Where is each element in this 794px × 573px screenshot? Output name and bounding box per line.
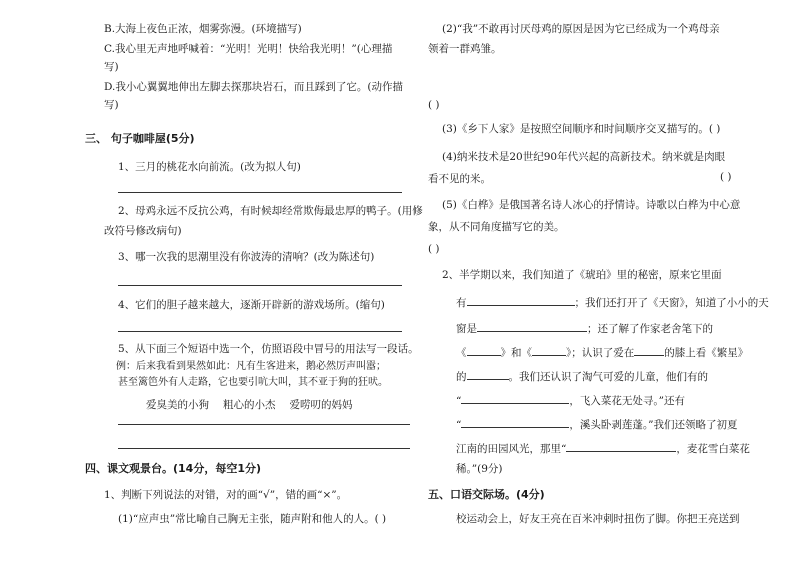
option-c-line1: C.我心里无声地呼喊着：“光明！光明！快给我光明！”(心理描 [104, 43, 393, 55]
fill-blank[interactable] [467, 368, 509, 380]
fill-blank[interactable] [467, 344, 501, 356]
judgement-5-line1: (5)《白桦》是俄国著名诗人冰心的抒情诗。诗歌以白桦为中心意 [442, 199, 741, 211]
answer-line[interactable] [118, 285, 402, 286]
s3-question-2-line1: 2、母鸡永远不反抗公鸡，有时候却经常欺侮最忠厚的鸭子。(用修 [118, 205, 423, 217]
section5-heading: 五、口语交际场。(4分) [428, 488, 545, 501]
s3-question-2-line2: 改符号修改病句) [104, 225, 182, 237]
judgement-4-paren[interactable]: ( ) [720, 171, 732, 183]
section3-heading: 三、 句子咖啡屋(5分) [85, 132, 195, 145]
judgement-5-line2: 象，从不同角度描写它的美。 [428, 221, 565, 233]
s4-question-2-line5: 的 。我们还认识了淘气可爱的儿童，他们有的 [456, 368, 708, 384]
s4-question-2-line2: 有 ；我们还打开了《天窗》，知道了小小的天 [456, 294, 769, 310]
option-d-line2: 写) [104, 99, 119, 111]
answer-line[interactable] [118, 192, 402, 193]
section4-heading: 四、课文观景台。(14分，每空1分) [85, 462, 262, 475]
fill-blank[interactable] [477, 320, 587, 332]
answer-line[interactable] [118, 331, 402, 332]
judgement-2-line2: 领着一群鸡雏。 [428, 43, 502, 55]
s4-question-2-line1: 2、半学期以来，我们知道了《琥珀》里的秘密，原来它里面 [442, 269, 722, 281]
s3-question-5-line1: 5、从下面三个短语中选一个，仿照语段中冒号的用法写一段话。 [118, 343, 419, 355]
right-column [420, 0, 794, 573]
option-c-line2: 写) [104, 61, 119, 73]
s3-question-1: 1、三月的桃花水向前流。(改为拟人句) [118, 161, 301, 173]
judgement-5-paren[interactable]: ( ) [428, 243, 440, 255]
s3-question-3: 3、哪一次我的思潮里没有你波涛的清响？(改为陈述句) [118, 251, 375, 263]
s4-question-2-line4: 《 》和《 》；认识了爱在 的膝上看《繁星》 [456, 344, 748, 360]
phrase-option: 粗心的小杰 [223, 399, 276, 411]
judgement-4-line1: (4)纳米技术是20世纪90年代兴起的高新技术。纳米就是肉眼 [442, 151, 726, 163]
phrase-option: 爱唠叨的妈妈 [289, 399, 353, 411]
fill-blank[interactable] [532, 344, 566, 356]
answer-line[interactable] [118, 448, 410, 449]
judgement-3: (3)《乡下人家》是按照空间顺序和时间顺序交叉描写的。( ) [442, 123, 721, 135]
s4-question-2-line8: 江南的田园风光，那里“ ，麦花雪白菜花 [456, 440, 750, 456]
judgement-2-line1: (2)“我”不敢再讨厌母鸡的原因是因为它已经成为一个鸡母亲 [442, 23, 720, 35]
s4-question-2-line3: 窗是 ；还了解了作家老舍笔下的 [456, 320, 713, 336]
s4-question-2-line9: 稀。”(9分) [456, 463, 503, 475]
s4-question-2-line6: “ ，飞入菜花无处寻。”还有 [456, 392, 685, 408]
s3-example-line2: 甚至篱笆外有人走路，它也要引吭大叫，其不亚于狗的狂吠。 [118, 377, 388, 388]
judgement-1: (1)“应声虫”常比喻自己胸无主张，随声附和他人的人。( ) [118, 513, 387, 525]
fill-blank[interactable] [467, 294, 575, 306]
s4-question-1: 1、判断下列说法的对错，对的画“√”，错的画“×”。 [104, 489, 348, 501]
judgement-2-paren[interactable]: ( ) [428, 99, 440, 111]
phrase-options [146, 398, 353, 412]
s4-question-2-line7: “ ，溪头卧剥莲蓬。”我们还领略了初夏 [456, 416, 738, 432]
s3-question-4: 4、它们的胆子越来越大，逐渐开辟新的游戏场所。(缩句) [118, 299, 385, 311]
answer-line[interactable] [118, 424, 410, 425]
phrase-option: 爱臭美的小狗 [146, 399, 209, 411]
fill-blank[interactable] [461, 392, 569, 404]
option-d-line1: D.我小心翼翼地伸出左脚去探那块岩石，而且踩到了它。(动作描 [104, 81, 403, 93]
fill-blank[interactable] [566, 440, 676, 452]
fill-blank[interactable] [634, 344, 664, 356]
fill-blank[interactable] [461, 416, 569, 428]
option-b: B.大海上夜色正浓，烟雾弥漫。(环境描写) [104, 23, 302, 35]
judgement-4-line2: 看不见的米。 [428, 173, 491, 185]
s3-example-line1: 例：后来我看到果然如此：凡有生客进来，鹅必然厉声叫嚣； [116, 361, 386, 372]
section5-text: 校运动会上，好友王亮在百米冲刺时扭伤了脚。你把王亮送到 [456, 513, 740, 525]
